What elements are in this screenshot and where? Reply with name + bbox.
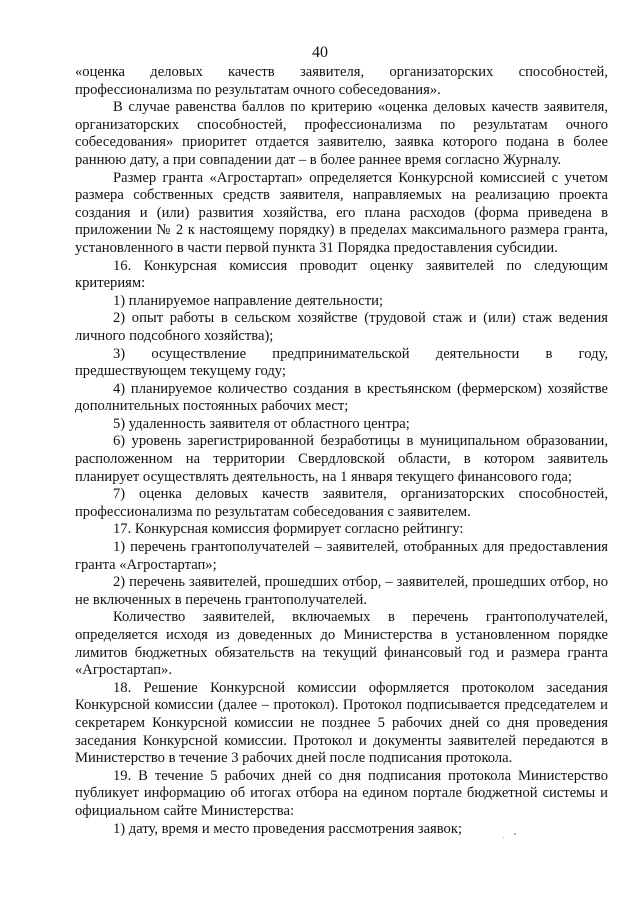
list-item-16-1: 1) планируемое направление деятельности; (113, 292, 383, 309)
paragraph-recipient-count: Количество заявителей, включаемых в перечень грантополучателей, определяется исходя из доведенных до Министерства в установленном порядке лимитов бюджетных обязательств на текущий финансовый год и размера гранта «Агростартап». (75, 609, 608, 679)
document-body (75, 64, 608, 838)
paragraph-criterion-continuation: «оценка деловых качеств заявителя, организаторских способностей, профессионализма по результатам очного собеседования». (75, 64, 608, 98)
paragraph-item-19: 19. В течение 5 рабочих дней со дня подписания протокола Министерство публикует информацию об итогах отбора на едином портале бюджетной системы и официальном сайте Министерства: (75, 767, 608, 819)
paragraph-grant-size: Размер гранта «Агростартап» определяется Конкурсной комиссией с учетом размера собственных средств заявителя, направляемых на реализацию проекта создания и (или) развития хозяйства, его плана расходов (форма приведена в приложении № 2 к настоящему порядку) в пределах максимального размера гранта, установленного в части первой пункта 31 Порядка предоставления субсидии. (75, 169, 608, 256)
paragraph-item-17: 17. Конкурсная комиссия формирует согласно рейтингу: (113, 521, 464, 538)
paragraph-tie-break: В случае равенства баллов по критерию «оценка деловых качеств заявителя, организаторских способностей, профессионализма по результатам очного собеседования» приоритет отдается заявителю, заявка которого подана в более раннюю дату, а при совпадении дат – в более раннее время согласно Журналу. (75, 99, 608, 168)
list-item-16-2: 2) опыт работы в сельском хозяйстве (трудовой стаж и (или) стаж ведения личного подсобного хозяйства); (75, 310, 608, 344)
list-item-16-6: 6) уровень зарегистрированной безработицы в муниципальном образовании, расположенном на территории Свердловской области, в котором заявитель планирует осуществлять деятельность, на 1 января текущего финансового года; (75, 433, 608, 485)
scan-speck (514, 833, 516, 835)
list-item-16-5: 5) удаленность заявителя от областного центра; (113, 415, 410, 432)
scan-speck (503, 837, 504, 838)
list-item-16-4: 4) планируемое количество создания в крестьянском (фермерском) хозяйстве дополнительных постоянных рабочих мест; (75, 380, 608, 415)
paragraph-item-16: 16. Конкурсная комиссия проводит оценку заявителей по следующим критериям: (75, 257, 608, 292)
list-item-17-2: 2) перечень заявителей, прошедших отбор, – заявителей, прошедших отбор, но не включенных в перечень грантополучателей. (75, 574, 608, 608)
list-item-19-1: 1) дату, время и место проведения рассмотрения заявок; (113, 820, 462, 837)
page-number: 40 (312, 44, 328, 61)
list-item-16-7: 7) оценка деловых качеств заявителя, организаторских способностей, профессионализма по результатам собеседования с заявителем. (75, 486, 608, 520)
list-item-17-1: 1) перечень грантополучателей – заявителей, отобранных для предоставления гранта «Агростартап»; (75, 539, 608, 573)
paragraph-item-18: 18. Решение Конкурсной комиссии оформляется протоколом заседания Конкурсной комиссии (далее – протокол). Протокол подписывается председателем и секретарем Конкурсной комиссии не позднее 5 рабочих дней со дня проведения заседания Конкурсной комиссии. Протокол и документы заявителей передаются в Министерство в течение 3 рабочих дней после подписания протокола. (75, 679, 608, 767)
list-item-16-3: 3) осуществление предпринимательской деятельности в году, предшествующем текущему году; (75, 345, 608, 380)
